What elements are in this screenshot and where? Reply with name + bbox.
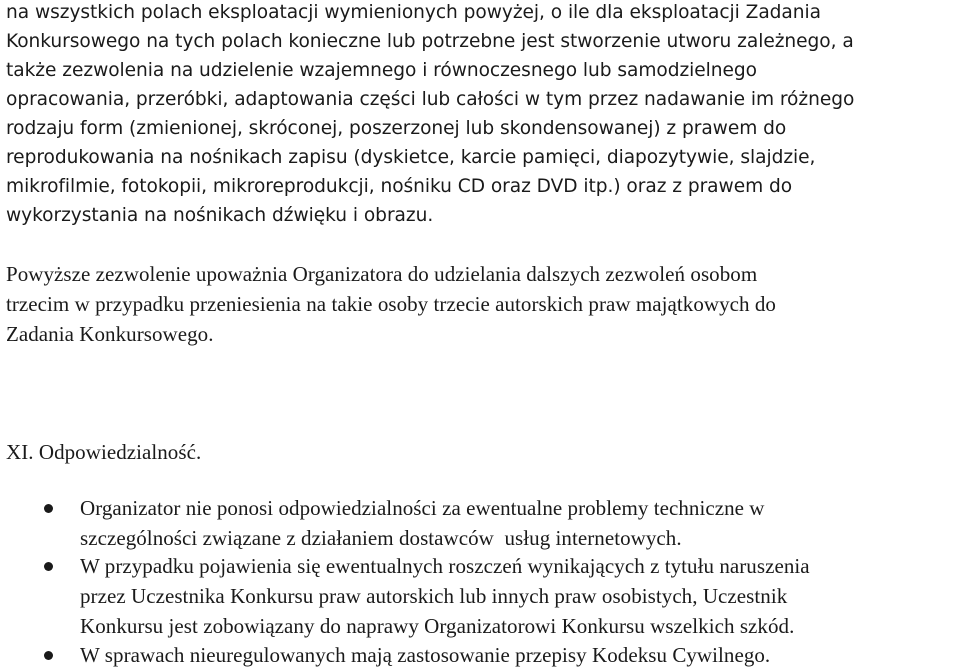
- paragraph2-line-3: Zadania Konkursowego.: [6, 322, 214, 346]
- bullet-1-dot-icon: [44, 504, 53, 513]
- paragraph1-line-4: opracowania, przeróbki, adaptowania części lub całości w tym przez nadawanie im różnego: [6, 89, 855, 110]
- paragraph2-line-1: Powyższe zezwolenie upoważnia Organizatora do udzielania dalszych zezwoleń osobom: [6, 262, 758, 286]
- bullet-3-line-1: W sprawach nieuregulowanych mają zastosowanie przepisy Kodeksu Cywilnego.: [80, 643, 771, 667]
- paragraph1-line-2: Konkursowego na tych polach konieczne lub potrzebne jest stworzenie utworu zależnego, a: [6, 31, 854, 52]
- section-heading: XI. Odpowiedzialność.: [6, 440, 202, 464]
- bullet-2-line-1: W przypadku pojawienia się ewentualnych roszczeń wynikających z tytułu naruszenia: [80, 554, 810, 578]
- paragraph1-line-6: reprodukowania na nośnikach zapisu (dyskietce, karcie pamięci, diapozytywie, slajdzie,: [6, 147, 816, 168]
- bullet-2-line-3: Konkursu jest zobowiązany do naprawy Organizatorowi Konkursu wszelkich szkód.: [80, 614, 795, 638]
- bullet-1-line-2: szczególności związane z działaniem dostawców usług internetowych.: [80, 526, 682, 550]
- bullet-2-line-2: przez Uczestnika Konkursu praw autorskich lub innych praw osobistych, Uczestnik: [80, 584, 788, 608]
- paragraph1-line-1: na wszystkich polach eksploatacji wymienionych powyżej, o ile dla eksploatacji Zadania: [6, 2, 821, 23]
- paragraph1-line-8: wykorzystania na nośnikach dźwięku i obrazu.: [6, 205, 434, 226]
- bullet-2-dot-icon: [44, 562, 53, 571]
- bullet-1-line-1: Organizator nie ponosi odpowiedzialności za ewentualne problemy techniczne w: [80, 496, 765, 520]
- paragraph1-line-3: także zezwolenia na udzielenie wzajemnego i równoczesnego lub samodzielnego: [6, 60, 758, 81]
- paragraph1-line-7: mikrofilmie, fotokopii, mikroreprodukcji, nośniku CD oraz DVD itp.) oraz z prawem do: [6, 176, 793, 197]
- paragraph1-line-5: rodzaju form (zmienionej, skróconej, poszerzonej lub skondensowanej) z prawem do: [6, 118, 787, 139]
- bullet-3-dot-icon: [44, 651, 53, 660]
- paragraph2-line-2: trzecim w przypadku przeniesienia na takie osoby trzecie autorskich praw majątkowych do: [6, 292, 776, 316]
